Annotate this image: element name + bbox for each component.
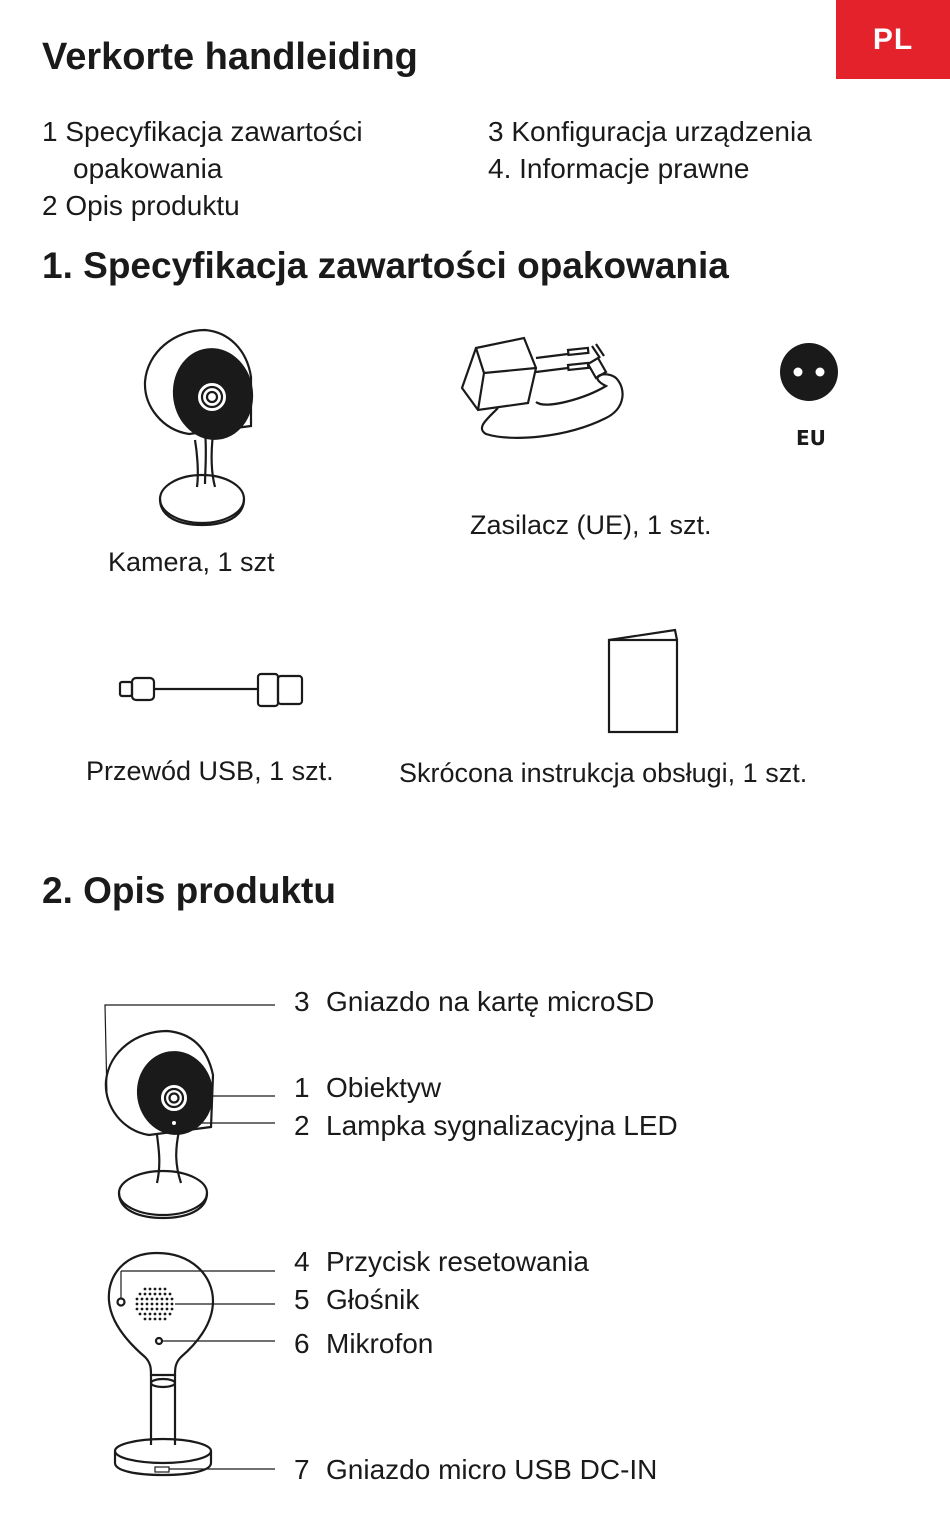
usb-cable-caption: Przewód USB, 1 szt. [86,756,334,786]
section-1-heading: 1. Specyfikacja zawartości opakowania [42,245,729,286]
manual-booklet-icon [605,628,681,736]
callout-reset-button [294,1246,589,1278]
callout-label: Mikrofon [326,1328,434,1359]
toc-item-1: 1 Specyfikacja zawartości [42,116,363,147]
eu-plug-icon [778,341,840,403]
callout-label: Obiektyw [326,1072,442,1103]
camera-icon [135,322,265,532]
callout-microphone [294,1328,433,1360]
toc-item-4: 4. Informacje prawne [488,153,750,184]
callout-lens [294,1072,441,1104]
callout-usb-port [294,1454,657,1486]
toc-left [42,113,363,224]
manual-caption: Skrócona instrukcja obsługi, 1 szt. [399,758,808,788]
power-adapter-icon [456,328,631,443]
callout-number: 4 [294,1246,310,1277]
camera-back-diagram [95,1245,295,1485]
toc-item-3: 3 Konfiguracja urządzenia [488,116,812,147]
callout-number: 2 [294,1110,310,1141]
callout-label: Głośnik [326,1284,420,1315]
document-title: Verkorte handleiding [42,36,418,78]
speaker-grille-icon [136,1288,174,1321]
callout-number: 6 [294,1328,310,1359]
camera-front-diagram [95,995,295,1230]
callout-number: 3 [294,986,310,1017]
toc-item-1-cont: opakowania [73,153,223,184]
callout-number: 5 [294,1284,310,1315]
camera-caption: Kamera, 1 szt [108,547,275,577]
eu-plug-label: EU [796,426,826,450]
callout-label: Lampka sygnalizacyjna LED [326,1110,678,1141]
callout-number: 7 [294,1454,310,1485]
callout-label: Gniazdo na kartę microSD [326,986,655,1017]
adapter-caption: Zasilacz (UE), 1 szt. [470,510,712,540]
callout-speaker [294,1284,419,1316]
toc-item-2: 2 Opis produktu [42,190,240,221]
callout-led [294,1110,678,1142]
section-2-heading: 2. Opis produktu [42,870,336,911]
callout-microsd-slot [294,986,654,1018]
callout-label: Gniazdo micro USB DC-IN [326,1454,658,1485]
callout-label: Przycisk resetowania [326,1246,589,1277]
usb-cable-icon [118,668,308,712]
language-badge: PL [836,0,950,79]
toc-right [488,113,812,187]
callout-number: 1 [294,1072,310,1103]
